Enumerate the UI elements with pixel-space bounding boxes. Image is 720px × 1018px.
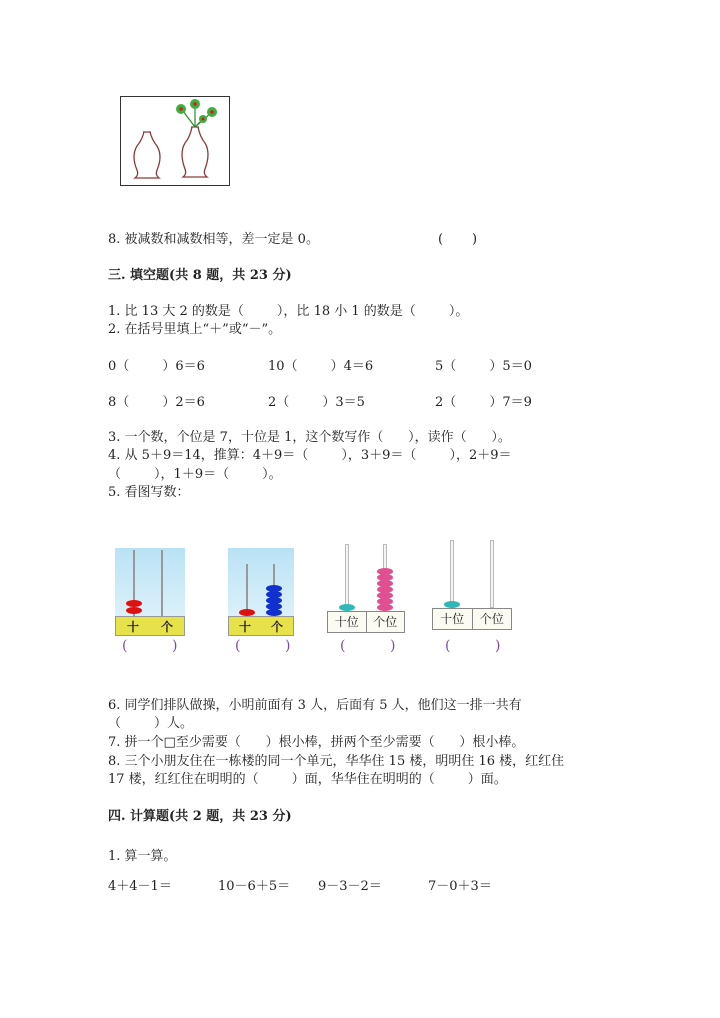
fill-q2-item: 8（ ）2＝6 (108, 395, 205, 410)
fill-q1: 1. 比 13 大 2 的数是（ ），比 18 小 1 的数是（ ）。 (108, 304, 469, 319)
fill-q8-line2: 17 楼，红红住在明明的（ ）面，华华住在明明的（ ）面。 (108, 772, 507, 787)
abacus-3-answer[interactable]: ( ) (340, 638, 396, 654)
fill-q2-item: 2（ ）3＝5 (268, 395, 365, 410)
fill-q2-item: 0（ ）6＝6 (108, 359, 205, 374)
fill-q2-item: 2（ ）7＝9 (435, 395, 532, 410)
fill-q5: 5. 看图写数： (108, 485, 190, 500)
abacus-1-answer[interactable]: ( ) (122, 638, 178, 654)
fill-q2-item: 10（ ）4＝6 (268, 359, 374, 374)
calc-expression: 7－0＋3＝ (428, 879, 492, 894)
fill-q8-line1: 8. 三个小朋友住在一栋楼的同一个单元，华华住 15 楼，明明住 16 楼，红红住 (108, 754, 565, 769)
calc-expression: 9－3－2＝ (318, 879, 382, 894)
section-3-heading: 三. 填空题(共 8 题，共 23 分) (108, 268, 292, 283)
tens-label: 十 (126, 619, 139, 634)
abacus-2 (228, 548, 294, 636)
fill-q4-line1: 4. 从 5＋9＝14，推算：4＋9＝（ ），3＋9＝（ ），2＋9＝ (108, 448, 512, 463)
vase-picture (120, 96, 230, 186)
tens-label: 十 (238, 619, 251, 634)
question-8-judge: 8. 被减数和减数相等，差一定是 0。 (108, 232, 319, 247)
abacus-4-answer[interactable]: ( ) (445, 638, 501, 654)
fill-q4-line2: （ ），1＋9＝（ ）。 (108, 467, 282, 482)
abacus-1 (115, 548, 185, 636)
ones-place-label: 个位 (373, 615, 398, 629)
calc-expression: 4＋4－1＝ (108, 879, 172, 894)
judge-answer-paren[interactable]: ( ) (438, 232, 478, 247)
vases-image (121, 97, 228, 184)
fill-q2-item: 5（ ）5＝0 (435, 359, 532, 374)
fill-q6-line1: 6. 同学们排队做操，小明前面有 3 人，后面有 5 人，他们这一排一共有 (108, 698, 522, 713)
fill-q7: 7. 拼一个□至少需要（ ）根小棒，拼两个至少需要（ ）根小棒。 (108, 735, 525, 750)
fill-q6-line2: （ ）人。 (108, 716, 194, 731)
abacus-3 (327, 544, 405, 634)
ones-label: 个 (270, 619, 283, 634)
fill-q2: 2. 在括号里填上“＋”或“－”。 (108, 322, 282, 337)
calc-q1: 1. 算一算。 (108, 849, 177, 864)
abacus-2-answer[interactable]: ( ) (235, 638, 291, 654)
section-4-heading: 四. 计算题(共 2 题，共 23 分) (108, 809, 292, 824)
tens-place-label: 十位 (328, 612, 367, 632)
abacus-4 (432, 540, 512, 632)
ones-label: 个 (160, 619, 173, 634)
ones-place-label: 个位 (479, 612, 504, 626)
calc-expression: 10－6＋5＝ (218, 879, 291, 894)
tens-place-label: 十位 (433, 609, 473, 629)
fill-q3: 3. 一个数，个位是 7，十位是 1，这个数写作（ ），读作（ ）。 (108, 430, 511, 445)
